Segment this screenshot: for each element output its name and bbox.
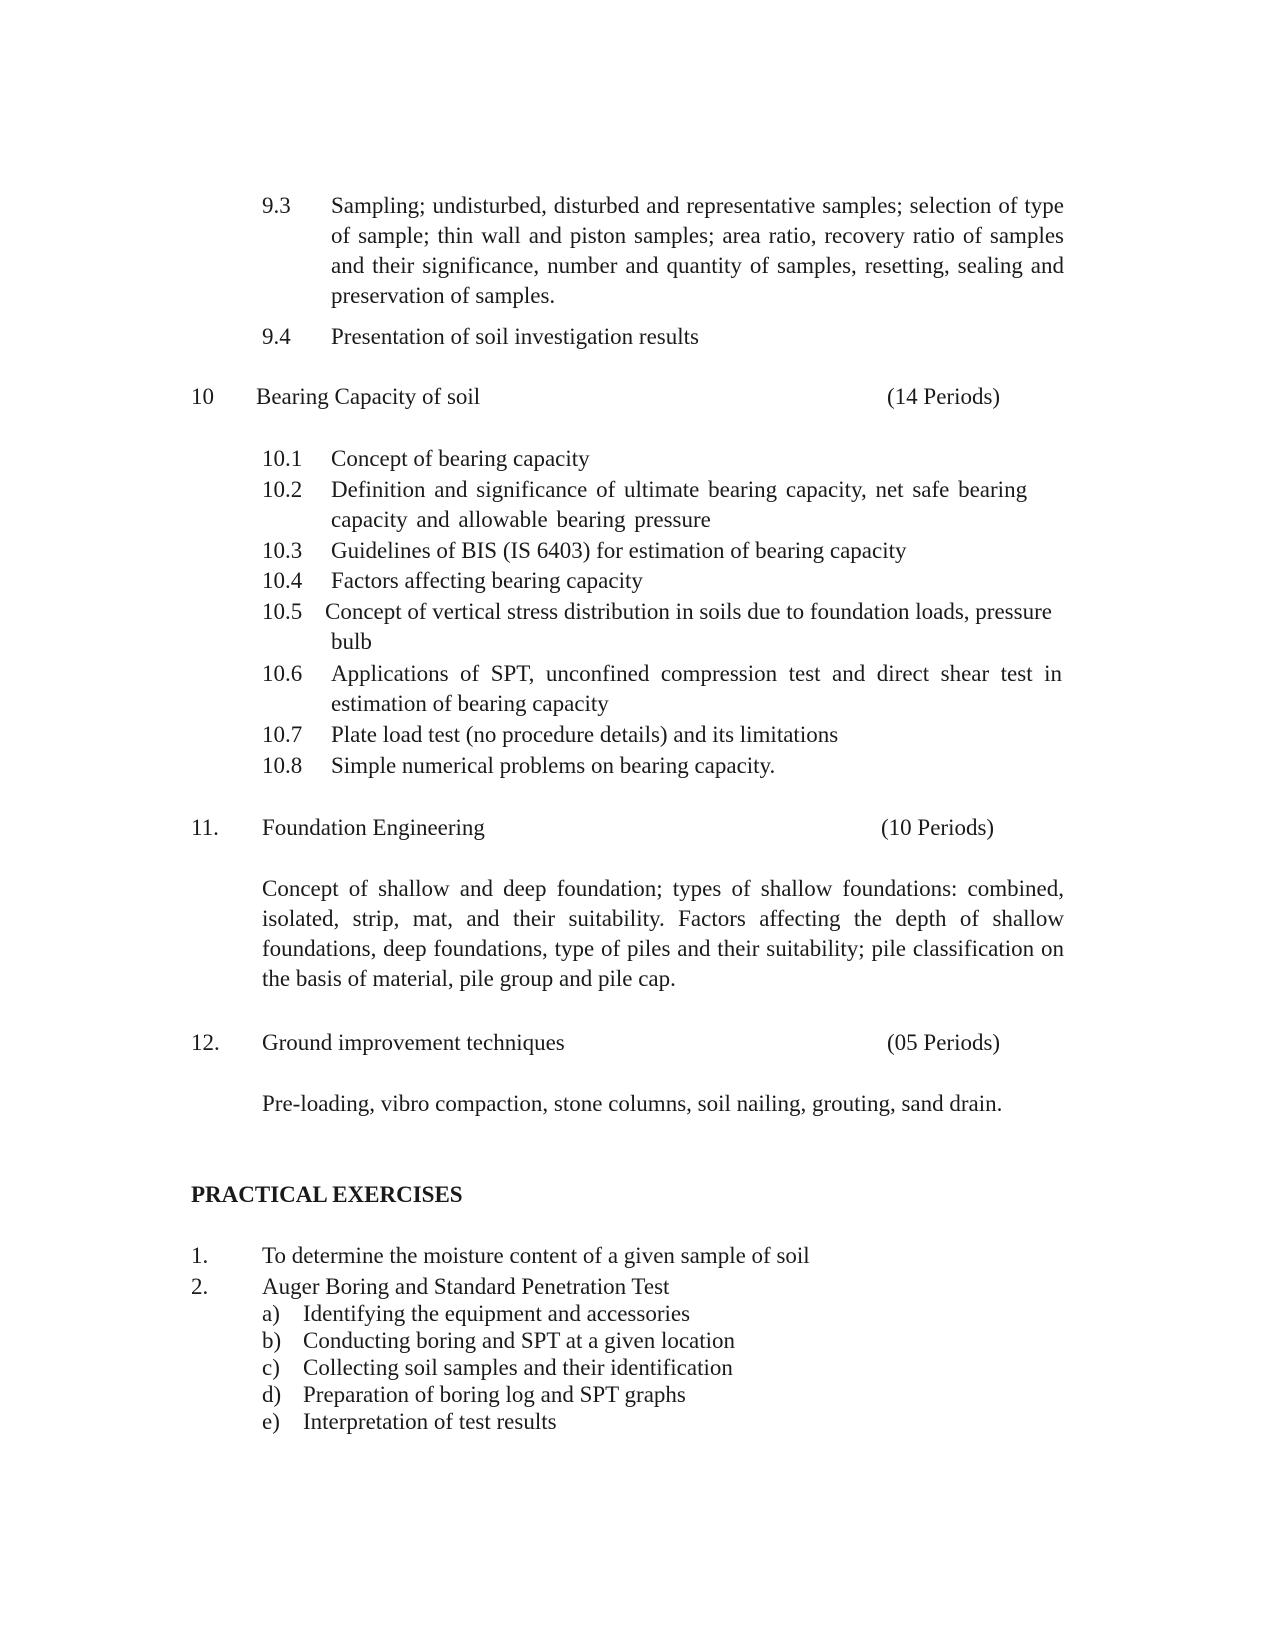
item-text: Presentation of soil investigation results	[331, 324, 699, 349]
subitem-label: e)	[262, 1409, 280, 1434]
section-body: Concept of shallow and deep foundation; types of shallow foundations: combined, isolated, strip, mat, and their suitability. Factors affecting the depth of shallow foundations, deep foundations, type of piles and their suitability; pile classification on the basis of material, pile group and pile cap.	[262, 876, 1064, 991]
item-text-content: Concept of vertical stress distribution in soils due to foundation loads, pressure bulb	[325, 599, 1052, 654]
section-title: Bearing Capacity of soil	[256, 384, 481, 409]
section-periods: (14 Periods)	[887, 384, 1001, 409]
item-text: Factors affecting bearing capacity	[331, 568, 643, 593]
section-number: 11.	[191, 815, 219, 840]
section-periods: (10 Periods)	[881, 815, 995, 840]
item-text	[325, 597, 1065, 657]
item-number: 10.3	[262, 538, 303, 563]
practical-heading: PRACTICAL EXERCISES	[191, 1182, 463, 1207]
item-number: 10.2	[262, 477, 303, 502]
item-text: Plate load test (no procedure details) and its limitations	[331, 722, 839, 747]
item-text: Definition and significance of ultimate bearing capacity, net safe bearing capacity and allowable bearing pressure	[331, 477, 1028, 532]
subitem-text: Conducting boring and SPT at a given location	[303, 1328, 736, 1353]
subitem-text: Preparation of boring log and SPT graphs	[303, 1382, 686, 1407]
subitem-label: b)	[262, 1328, 282, 1353]
section-body: Pre-loading, vibro compaction, stone columns, soil nailing, grouting, sand drain.	[262, 1091, 1003, 1116]
section-periods: (05 Periods)	[887, 1030, 1001, 1055]
item-number: 9.3	[262, 193, 291, 218]
section-number: 10	[191, 384, 214, 409]
item-number: 10.6	[262, 661, 303, 686]
subitem-text: Identifying the equipment and accessories	[303, 1301, 691, 1326]
item-number: 9.4	[262, 324, 291, 349]
section-number: 12.	[191, 1030, 220, 1055]
exercise-number: 1.	[191, 1243, 209, 1268]
section-title: Ground improvement techniques	[262, 1030, 565, 1055]
item-text: Simple numerical problems on bearing capacity.	[331, 753, 776, 778]
exercise-text: Auger Boring and Standard Penetration Test	[262, 1274, 670, 1299]
exercise-number: 2.	[191, 1274, 209, 1299]
item-number: 10.8	[262, 753, 303, 778]
exercise-text: To determine the moisture content of a given sample of soil	[262, 1243, 810, 1268]
subitem-label: d)	[262, 1382, 282, 1407]
subitem-text: Interpretation of test results	[303, 1409, 557, 1434]
subitem-text: Collecting soil samples and their identification	[303, 1355, 733, 1380]
item-number: 10.7	[262, 722, 303, 747]
subitem-label: c)	[262, 1355, 280, 1380]
item-number: 10.4	[262, 568, 303, 593]
item-number: 10.5	[262, 599, 303, 624]
item-text: Applications of SPT, unconfined compression test and direct shear test in estimation of bearing capacity	[331, 661, 1062, 716]
item-text: Concept of bearing capacity	[331, 446, 590, 471]
section-title: Foundation Engineering	[262, 815, 485, 840]
item-number: 10.1	[262, 446, 303, 471]
item-text: Sampling; undisturbed, disturbed and representative samples; selection of type of sample; thin wall and piston samples; area ratio, recovery ratio of samples and their significance, number and quantity of samples, resetting, sealing and preservation of samples.	[331, 193, 1064, 308]
subitem-label: a)	[262, 1301, 280, 1326]
item-text: Guidelines of BIS (IS 6403) for estimation of bearing capacity	[331, 538, 907, 563]
